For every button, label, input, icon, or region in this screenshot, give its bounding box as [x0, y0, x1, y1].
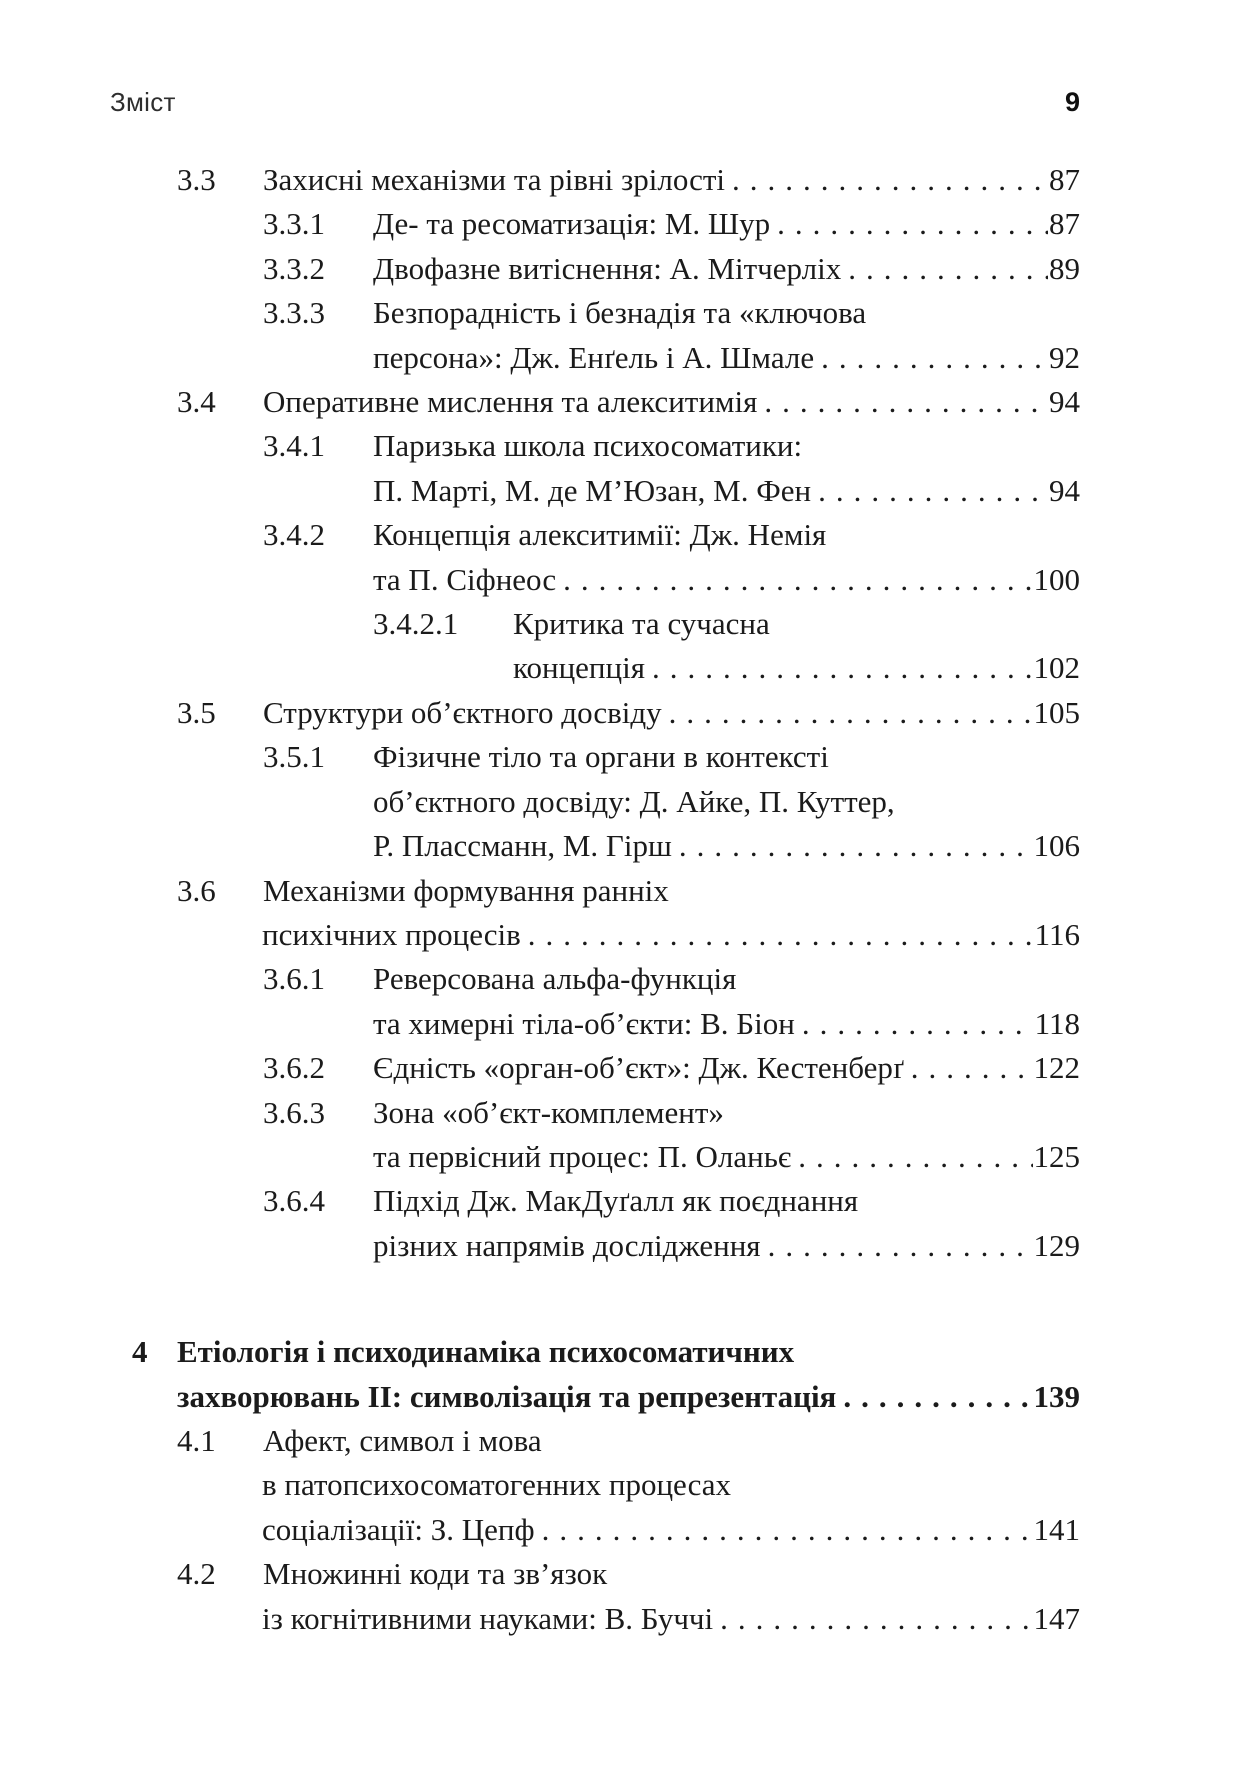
toc-entry-page: 87 — [1049, 162, 1080, 197]
toc-entry-title: Критика та сучасна — [513, 606, 770, 642]
toc-entry-title: концепція — [513, 650, 645, 686]
toc-entry-title: із когнітивними науками: В. Буччі — [262, 1600, 714, 1636]
toc-entry-number: 4.2 — [177, 1556, 216, 1592]
toc-entry-page: 105 — [1033, 694, 1080, 730]
toc-entry-title: Механізми формування ранніх — [263, 872, 669, 908]
toc-entry-title: соціалізації: З. Цепф — [262, 1511, 535, 1547]
toc-entry-title: персона»: Дж. Енґель і А. Шмале — [373, 339, 815, 375]
toc-row — [373, 336, 1080, 380]
toc-entry-number: 4 — [132, 1334, 148, 1370]
toc-row — [177, 1552, 1080, 1596]
dot-leader — [679, 824, 1033, 868]
toc-entry-title: Реверсована альфа-функція — [373, 961, 737, 997]
dot-leader — [821, 336, 1048, 380]
toc-entry-title: Двофазне витіснення: А. Мітчерліх — [373, 250, 842, 286]
toc-row — [262, 1508, 1080, 1552]
toc-row — [263, 735, 1080, 779]
toc-entry-number: 3.3.3 — [263, 295, 325, 331]
dot-leader — [563, 558, 1032, 602]
toc-entry-number: 3.4.2 — [263, 517, 325, 553]
page-number: 9 — [1064, 87, 1080, 117]
toc-entry-title: Зона «об’єкт-комплемент» — [373, 1094, 724, 1130]
toc-entry-page: 89 — [1049, 250, 1080, 286]
toc-entry-title: Концепція алекситимії: Дж. Немія — [373, 517, 827, 553]
toc-entry-page: 92 — [1049, 339, 1080, 375]
toc-entry-title: Оперативне мислення та алекситимія — [263, 384, 758, 420]
toc-entry-number: 3.6.1 — [263, 961, 325, 997]
toc-row — [263, 202, 1080, 246]
toc-row — [373, 1224, 1080, 1268]
toc-entry-title: об’єктного досвіду: Д. Айке, П. Куттер, — [373, 783, 895, 819]
dot-leader — [798, 1135, 1032, 1179]
toc-entry-title: та химерні тіла-об’єкти: В. Біон — [373, 1005, 795, 1041]
toc-entry-title: та первісний процес: П. Оланьє — [373, 1138, 792, 1174]
toc-entry-page: 122 — [1033, 1050, 1080, 1086]
dot-leader — [802, 1002, 1034, 1046]
toc-row — [263, 247, 1080, 291]
toc-entry-title: Афект, символ і мова — [263, 1422, 542, 1458]
toc-entry-number: 3.3.2 — [263, 250, 325, 286]
toc-entry-number: 3.6.2 — [263, 1050, 325, 1086]
toc-row — [262, 1463, 1080, 1507]
toc-entry-title: Структури об’єктного досвіду — [263, 694, 662, 730]
toc-entry-page: 139 — [1033, 1378, 1080, 1414]
dot-leader — [768, 1224, 1033, 1268]
toc-row — [262, 1597, 1080, 1641]
toc-entry-page: 129 — [1033, 1227, 1080, 1263]
toc-entry-page: 125 — [1033, 1138, 1080, 1174]
toc-row — [177, 1375, 1080, 1419]
toc-entry-title: Р. Плассманн, М. Гірш — [373, 828, 672, 864]
toc-row — [263, 1046, 1080, 1090]
toc-entry-title: різних напрямів дослідження — [373, 1227, 761, 1263]
toc-entry-title: П. Марті, М. де М’Юзан, М. Фен — [373, 472, 812, 508]
toc-entry-title: захворювань II: символізація та репрезентація — [177, 1378, 837, 1414]
toc-row — [262, 913, 1080, 957]
toc-list — [0, 158, 1080, 1641]
toc-row — [263, 291, 1080, 335]
toc-entry-page: 118 — [1034, 1005, 1080, 1041]
toc-row — [373, 1002, 1080, 1046]
toc-entry-page: 106 — [1033, 828, 1080, 864]
toc-entry-number: 3.5 — [177, 694, 216, 730]
toc-row — [373, 1135, 1080, 1179]
toc-entry-number: 3.4 — [177, 384, 216, 420]
toc-entry-number: 3.6 — [177, 872, 216, 908]
toc-row — [177, 1419, 1080, 1463]
toc-row — [263, 513, 1080, 557]
toc-row — [177, 158, 1080, 202]
toc-entry-page: 147 — [1033, 1600, 1080, 1636]
toc-entry-page: 87 — [1049, 206, 1080, 242]
toc-entry-page: 94 — [1049, 384, 1080, 420]
toc-entry-page: 102 — [1033, 650, 1080, 686]
dot-leader — [764, 380, 1048, 424]
toc-entry-title: в патопсихосоматогенних процесах — [262, 1467, 731, 1503]
toc-row — [263, 424, 1080, 468]
page-header — [110, 88, 1080, 116]
toc-row — [373, 824, 1080, 868]
toc-entry-number: 4.1 — [177, 1422, 216, 1458]
toc-entry-number: 3.6.3 — [263, 1094, 325, 1130]
dot-leader — [777, 202, 1048, 246]
toc-row — [373, 558, 1080, 602]
dot-leader — [669, 691, 1033, 735]
toc-entry-number: 3.5.1 — [263, 739, 325, 775]
toc-entry-title: Підхід Дж. МакДуґалл як поєднання — [373, 1183, 859, 1219]
dot-leader — [818, 469, 1048, 513]
toc-entry-number: 3.4.1 — [263, 428, 325, 464]
toc-entry-title: Паризька школа психосоматики: — [373, 428, 803, 464]
toc-row — [373, 780, 1080, 824]
toc-row — [177, 380, 1080, 424]
dot-leader — [720, 1597, 1032, 1641]
toc-entry-page: 141 — [1033, 1511, 1080, 1547]
dot-leader — [911, 1046, 1033, 1090]
toc-row — [263, 1179, 1080, 1223]
toc-entry-title: Етіологія і психодинаміка психосоматичних — [177, 1334, 795, 1370]
toc-row — [263, 957, 1080, 1001]
dot-leader — [843, 1375, 1032, 1419]
toc-entry-number: 3.6.4 — [263, 1183, 325, 1219]
toc-entry-page: 94 — [1049, 472, 1080, 508]
toc-entry-number: 3.3 — [177, 162, 216, 197]
toc-row — [373, 469, 1080, 513]
toc-entry-title: Фізичне тіло та органи в контексті — [373, 739, 829, 775]
toc-row — [177, 869, 1080, 913]
toc-entry-title: психічних процесів — [262, 916, 521, 952]
dot-leader — [528, 913, 1034, 957]
toc-row — [513, 646, 1080, 690]
toc-entry-title: та П. Сіфнеос — [373, 561, 557, 597]
toc-row — [373, 602, 1080, 646]
toc-entry-number: 3.3.1 — [263, 206, 325, 242]
toc-row — [177, 691, 1080, 735]
toc-entry-title: Безпорадність і безнадія та «ключова — [373, 295, 867, 331]
toc-entry-title: Єдність «орган-об’єкт»: Дж. Кестенберґ — [373, 1050, 904, 1086]
toc-entry-title: Де- та ресоматизація: М. Шур — [373, 206, 771, 242]
running-title: Зміст — [110, 87, 176, 117]
dot-leader — [732, 158, 1048, 202]
toc-entry-page: 100 — [1033, 561, 1080, 597]
toc-entry-page: 116 — [1034, 916, 1080, 952]
toc-entry-title: Захисні механізми та рівні зрілості — [263, 162, 726, 197]
dot-leader — [652, 646, 1033, 690]
toc-row — [263, 1091, 1080, 1135]
toc-entry-title: Множинні коди та зв’язок — [263, 1556, 608, 1592]
toc-entry-number: 3.4.2.1 — [373, 606, 459, 642]
toc-row — [132, 1330, 1080, 1374]
dot-leader — [542, 1508, 1033, 1552]
dot-leader — [848, 247, 1048, 291]
